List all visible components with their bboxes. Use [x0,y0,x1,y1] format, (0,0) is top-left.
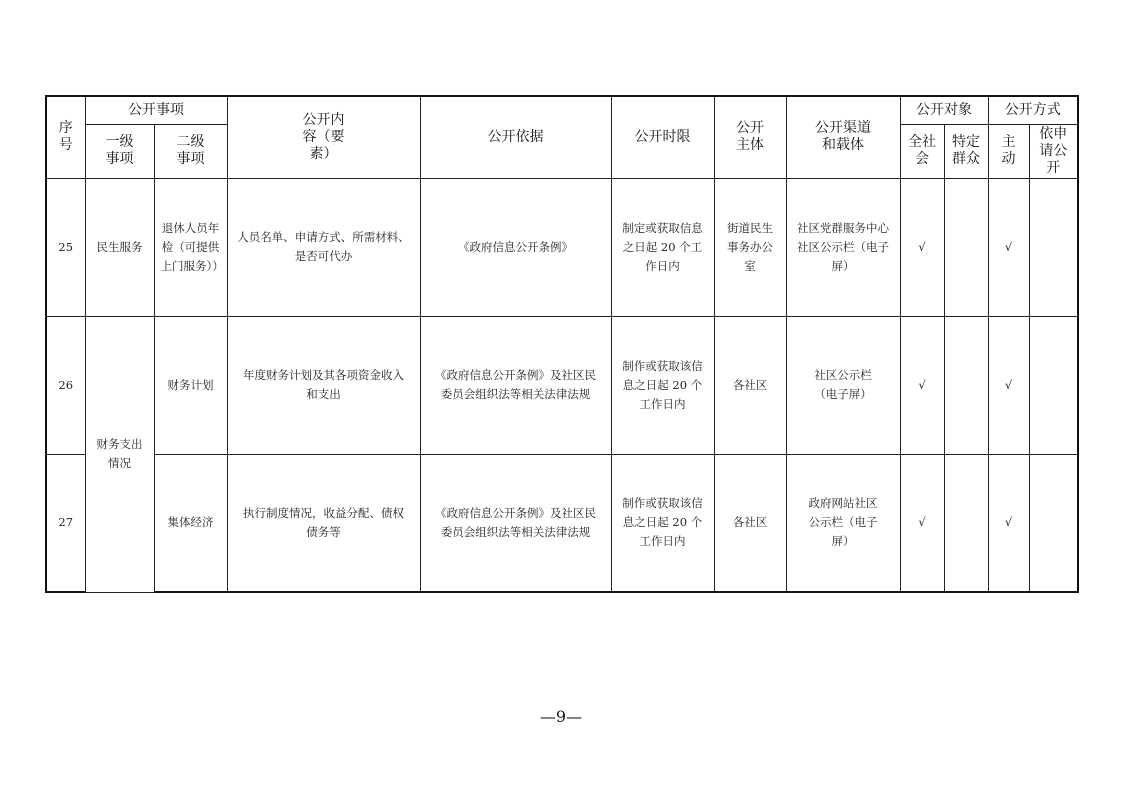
row-level1: 民生服务 [85,178,154,316]
row-content: 年度财务计划及其各项资金收入和支出 [227,316,420,454]
row-active: √ [988,316,1029,454]
header-basis: 公开依据 [420,96,611,178]
header-time-limit: 公开时限 [611,96,714,178]
row-whole-society: √ [900,454,944,592]
row-seq: 26 [46,316,85,454]
row-specific-group [944,316,988,454]
header-on-request: 依申请公开 [1029,124,1078,178]
row-content: 执行制度情况，收益分配、债权债务等 [227,454,420,592]
row-subject: 各社区 [714,316,786,454]
table-row [46,454,1078,592]
row-whole-society: √ [900,316,944,454]
header-subject: 公开主体 [714,96,786,178]
row-specific-group [944,454,988,592]
header-seq: 序号 [46,96,85,178]
header-items-group: 公开事项 [85,96,227,124]
row-basis: 《政府信息公开条例》及社区民委员会组织法等相关法律法规 [420,316,611,454]
row-level2: 集体经济 [154,454,227,592]
row-level2: 退休人员年检（可提供上门服务）） [154,178,227,316]
row-specific-group [944,178,988,316]
row-content: 人员名单、申请方式、所需材料、是否可代办 [227,178,420,316]
row-level1: 财务支出情况 [85,316,154,592]
header-specific-group: 特定群众 [944,124,988,178]
header-channel: 公开渠道和载体 [786,96,900,178]
row-channel: 政府网站社区公示栏（电子屏） [786,454,900,592]
row-seq: 25 [46,178,85,316]
row-channel: 社区公示栏（电子屏） [786,316,900,454]
row-level2: 财务计划 [154,316,227,454]
row-on-request [1029,178,1078,316]
header-row-1 [46,96,1078,124]
row-time-limit: 制作或获取该信息之日起 20 个工作日内 [611,454,714,592]
table-row [46,316,1078,454]
header-method-group: 公开方式 [988,96,1078,124]
row-active: √ [988,178,1029,316]
row-on-request [1029,316,1078,454]
page-number: —9— [539,707,583,726]
row-whole-society: √ [900,178,944,316]
row-basis: 《政府信息公开条例》及社区民委员会组织法等相关法律法规 [420,454,611,592]
row-time-limit: 制定或获取信息之日起 20 个工作日内 [611,178,714,316]
row-channel: 社区党群服务中心社区公示栏（电子屏） [786,178,900,316]
row-seq: 27 [46,454,85,592]
row-on-request [1029,454,1078,592]
row-basis: 《政府信息公开条例》 [420,178,611,316]
header-level1: 一级事项 [85,124,154,178]
row-subject: 各社区 [714,454,786,592]
header-level2: 二级事项 [154,124,227,178]
row-subject: 街道民生事务办公室 [714,178,786,316]
row-time-limit: 制作或获取该信息之日起 20 个工作日内 [611,316,714,454]
header-content: 公开内容（要素） [227,96,420,178]
disclosure-table [45,95,1079,593]
header-whole-society: 全社会 [900,124,944,178]
row-active: √ [988,454,1029,592]
table-row [46,178,1078,316]
header-audience-group: 公开对象 [900,96,988,124]
header-active: 主动 [988,124,1029,178]
